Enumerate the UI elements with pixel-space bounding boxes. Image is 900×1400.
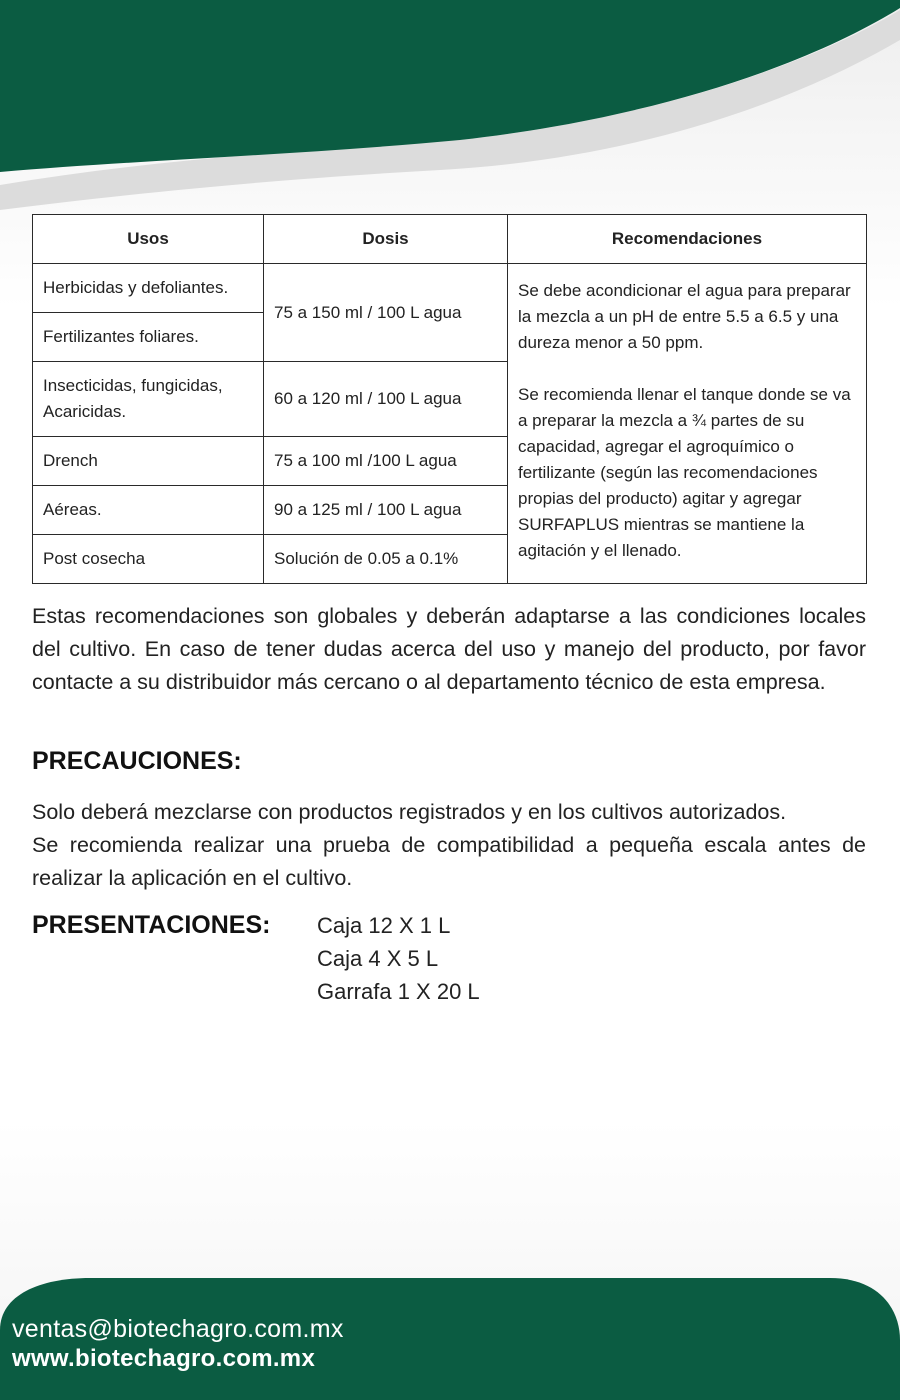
header-recomendaciones: Recomendaciones (508, 215, 867, 264)
header-dosis: Dosis (264, 215, 508, 264)
precaution-line-2: Se recomienda realizar una prueba de compatibilidad a pequeña escala antes de realizar la aplicación en el cultivo. (32, 833, 866, 890)
presentation-item: Garrafa 1 X 20 L (317, 979, 480, 1004)
usage-table (32, 214, 867, 584)
footer-website[interactable]: www.biotechagro.com.mx (12, 1345, 316, 1372)
dose-cell: 75 a 150 ml / 100 L agua (264, 264, 508, 362)
uso-cell: Insecticidas, fungicidas, Acaricidas. (33, 362, 264, 437)
uso-cell: Post cosecha (33, 535, 264, 584)
recommendation-text: Se recomienda llenar el tanque donde se va a preparar la mezcla a ¾ partes de su capacidad, agregar el agroquímico o fertilizante (según las recomendaciones propias del producto) agitar y agregar SURFAPLUS mientras se mantiene la agitación y el llenado. (518, 385, 851, 560)
uso-cell: Aéreas. (33, 486, 264, 535)
table-header-row (33, 215, 867, 264)
uso-cell: Drench (33, 437, 264, 486)
footer-email[interactable]: ventas@biotechagro.com.mx (12, 1315, 344, 1343)
presentation-item: Caja 4 X 5 L (317, 946, 439, 971)
recommendation-text: Se debe acondicionar el agua para preparar la mezcla a un pH de entre 5.5 a 6.5 y una dureza menor a 50 ppm. (518, 281, 851, 352)
dose-cell: 75 a 100 ml /100 L agua (264, 437, 508, 486)
header-wave (0, 0, 900, 210)
table-row (33, 264, 867, 313)
uso-cell: Herbicidas y defoliantes. (33, 264, 264, 313)
recommendations-cell (508, 264, 867, 584)
notice-paragraph: Estas recomendaciones son globales y deberán adaptarse a las condiciones locales del cultivo. En caso de tener dudas acerca del uso y manejo del producto, por favor contacte a su distribuidor más cercano o al departamento técnico de esta empresa. (32, 604, 866, 694)
precautions-heading: PRECAUCIONES: (32, 747, 242, 775)
dose-cell: 90 a 125 ml / 100 L agua (264, 486, 508, 535)
presentations-list (317, 909, 480, 1008)
presentation-item: Caja 12 X 1 L (317, 913, 451, 938)
dose-cell: Solución de 0.05 a 0.1% (264, 535, 508, 584)
header-usos: Usos (33, 215, 264, 264)
dose-cell: 60 a 120 ml / 100 L agua (264, 362, 508, 437)
precaution-line-1: Solo deberá mezclarse con productos registrados y en los cultivos autorizados. (32, 800, 787, 824)
presentations-heading: PRESENTACIONES: (32, 911, 271, 939)
uso-cell: Fertilizantes foliares. (33, 313, 264, 362)
